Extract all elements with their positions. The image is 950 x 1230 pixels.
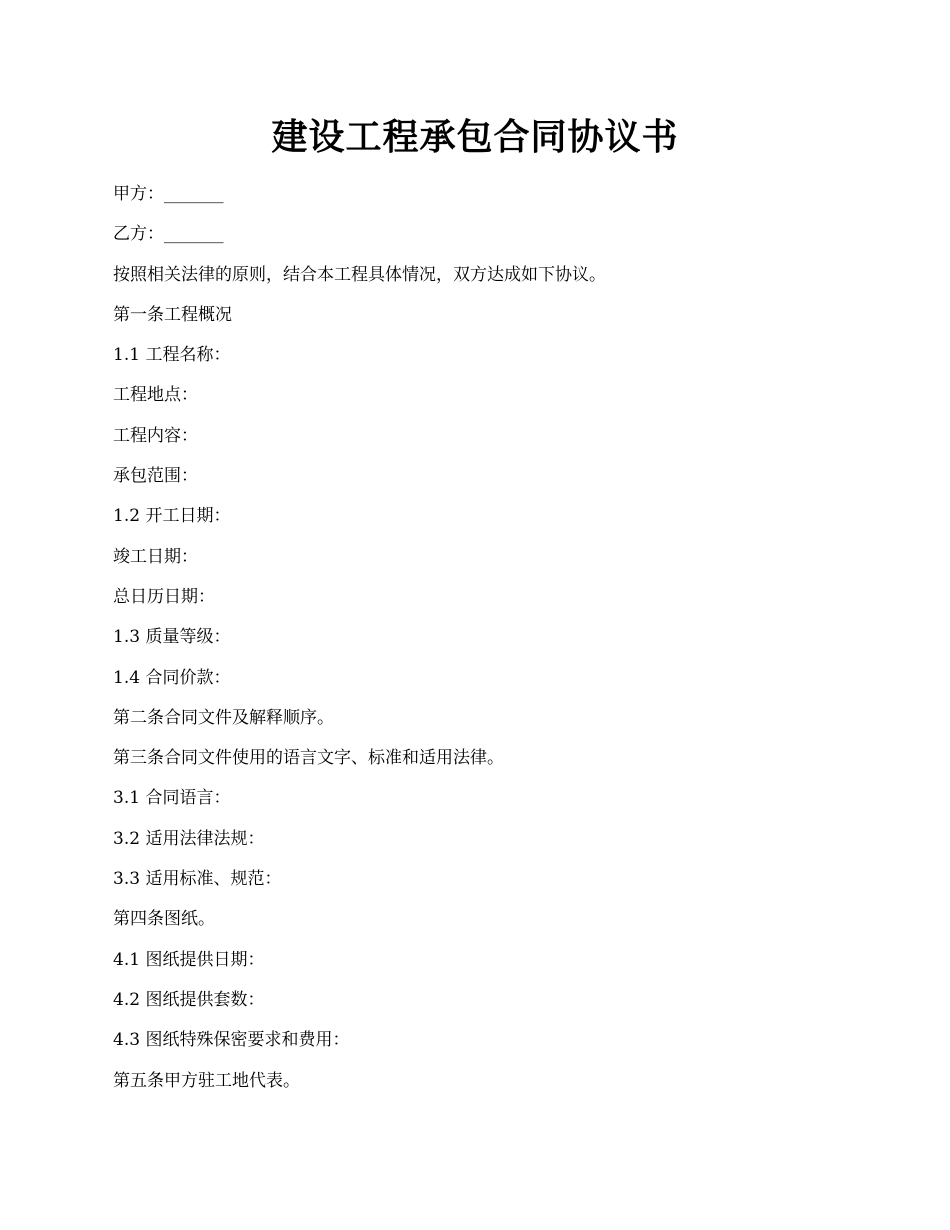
document-line: 竣工日期：: [113, 546, 198, 567]
document-line: 工程内容：: [113, 425, 198, 446]
document-line: 乙方：_______: [113, 224, 224, 245]
document-line: 4.3 图纸特殊保密要求和费用：: [113, 1030, 350, 1051]
document-line: 3.3 适用标准、规范：: [113, 869, 282, 890]
document-line: 第四条图纸。: [113, 909, 215, 930]
document-line: 1.2 开工日期：: [113, 506, 231, 527]
document-line: 4.2 图纸提供套数：: [113, 989, 265, 1010]
document-line: 按照相关法律的原则，结合本工程具体情况，双方达成如下协议。: [113, 264, 606, 285]
document-line: 3.1 合同语言：: [113, 788, 231, 809]
document-title: 建设工程承包合同协议书: [271, 116, 679, 158]
document-line: 工程地点：: [113, 385, 198, 406]
document-body: [113, 180, 853, 1107]
document-line: 1.3 质量等级：: [113, 627, 231, 648]
document-line: 甲方：_______: [113, 184, 224, 204]
document-line: 第五条甲方驻工地代表。: [113, 1070, 300, 1091]
document-line: 3.2 适用法律法规：: [113, 828, 265, 849]
document-line: 1.1 工程名称：: [113, 345, 231, 366]
document-line: 第二条合同文件及解释顺序。: [113, 707, 334, 728]
document-line: 第三条合同文件使用的语言文字、标准和适用法律。: [113, 748, 504, 769]
document-line: 承包范围：: [113, 466, 198, 487]
document-line: 1.4 合同价款：: [113, 667, 231, 688]
document-line: 总日历日期：: [113, 586, 215, 607]
document-line: 第一条工程概况: [113, 304, 232, 325]
document-line: 4.1 图纸提供日期：: [113, 949, 265, 970]
